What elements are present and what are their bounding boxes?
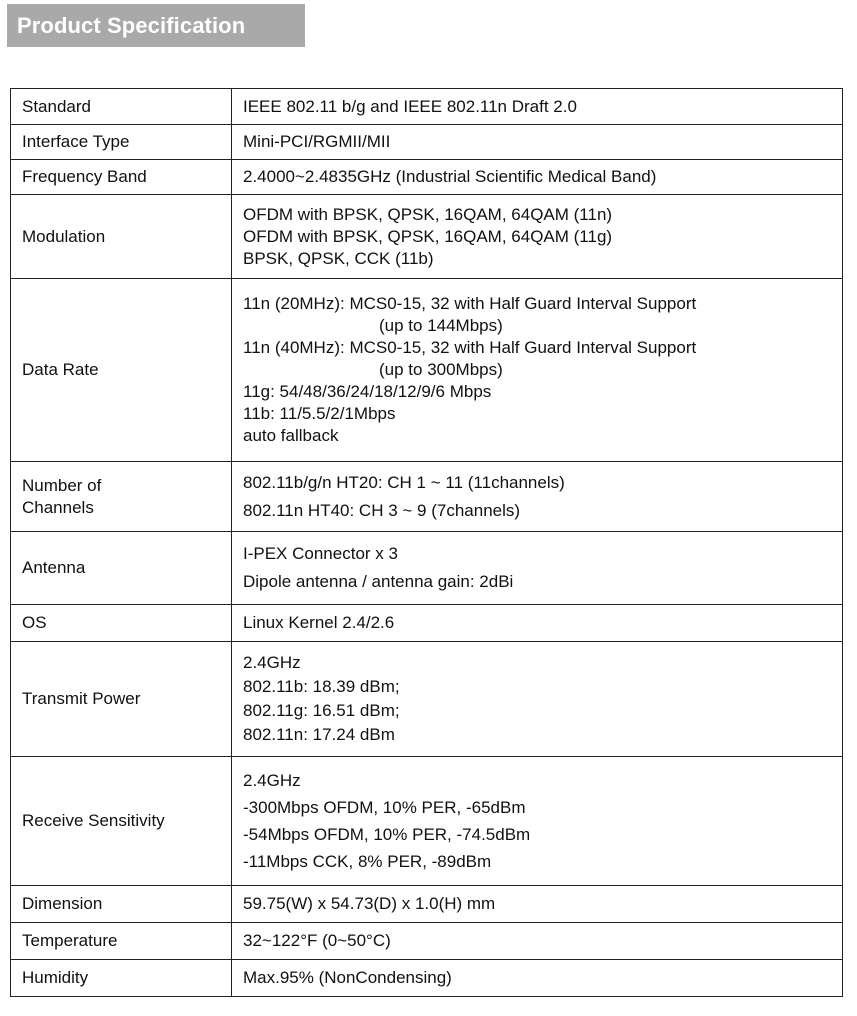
spec-value: I-PEX Connector x 3 Dipole antenna / antenna gain: 2dBi (232, 532, 843, 605)
spec-row-dimension (11, 886, 843, 923)
spec-label: Dimension (11, 886, 232, 923)
spec-row-os (11, 605, 843, 642)
spec-value: IEEE 802.11 b/g and IEEE 802.11n Draft 2.0 (232, 89, 843, 125)
spec-value: 2.4000~2.4835GHz (Industrial Scientific Medical Band) (232, 160, 843, 195)
spec-row-frequency-band (11, 160, 843, 195)
spec-label: Number of Channels (11, 462, 232, 532)
page-title: Product Specification (7, 4, 305, 47)
spec-label: Modulation (11, 195, 232, 279)
spec-row-transmit-power (11, 642, 843, 757)
spec-value: 802.11b/g/n HT20: CH 1 ~ 11 (11channels) 802.11n HT40: CH 3 ~ 9 (7channels) (232, 462, 843, 532)
spec-label: Transmit Power (11, 642, 232, 757)
spec-row-modulation (11, 195, 843, 279)
spec-label: Humidity (11, 960, 232, 997)
spec-row-data-rate (11, 279, 843, 462)
spec-row-receive-sensitivity (11, 757, 843, 886)
spec-row-humidity (11, 960, 843, 997)
spec-value: Linux Kernel 2.4/2.6 (232, 605, 843, 642)
spec-label: Receive Sensitivity (11, 757, 232, 886)
spec-label: OS (11, 605, 232, 642)
spec-label: Interface Type (11, 125, 232, 160)
spec-value: Mini-PCI/RGMII/MII (232, 125, 843, 160)
spec-row-standard (11, 89, 843, 125)
spec-value: 2.4GHz 802.11b: 18.39 dBm; 802.11g: 16.51 dBm; 802.11n: 17.24 dBm (232, 642, 843, 757)
spec-row-number-of-channels (11, 462, 843, 532)
spec-row-temperature (11, 923, 843, 960)
spec-value: Max.95% (NonCondensing) (232, 960, 843, 997)
spec-row-interface-type (11, 125, 843, 160)
spec-value: 32~122°F (0~50°C) (232, 923, 843, 960)
spec-label: Temperature (11, 923, 232, 960)
spec-label: Antenna (11, 532, 232, 605)
spec-table (10, 88, 843, 997)
spec-label: Data Rate (11, 279, 232, 462)
spec-value: 59.75(W) x 54.73(D) x 1.0(H) mm (232, 886, 843, 923)
spec-value: OFDM with BPSK, QPSK, 16QAM, 64QAM (11n) OFDM with BPSK, QPSK, 16QAM, 64QAM (11g) BPSK, QPSK, CCK (11b) (232, 195, 843, 279)
spec-value: 2.4GHz -300Mbps OFDM, 10% PER, -65dBm -54Mbps OFDM, 10% PER, -74.5dBm -11Mbps CCK, 8% PER, -89dBm (232, 757, 843, 886)
spec-label: Frequency Band (11, 160, 232, 195)
spec-value: 11n (20MHz): MCS0-15, 32 with Half Guard Interval Support (up to 144Mbps) 11n (40MHz): MCS0-15, 32 with Half Guard Interval Support (up to 300Mbps) 11g: 54/48/36/24/18/12/9/6 Mbps 11b: 11/5.5/2/1Mbps auto fallback (232, 279, 843, 462)
spec-label: Standard (11, 89, 232, 125)
spec-row-antenna (11, 532, 843, 605)
